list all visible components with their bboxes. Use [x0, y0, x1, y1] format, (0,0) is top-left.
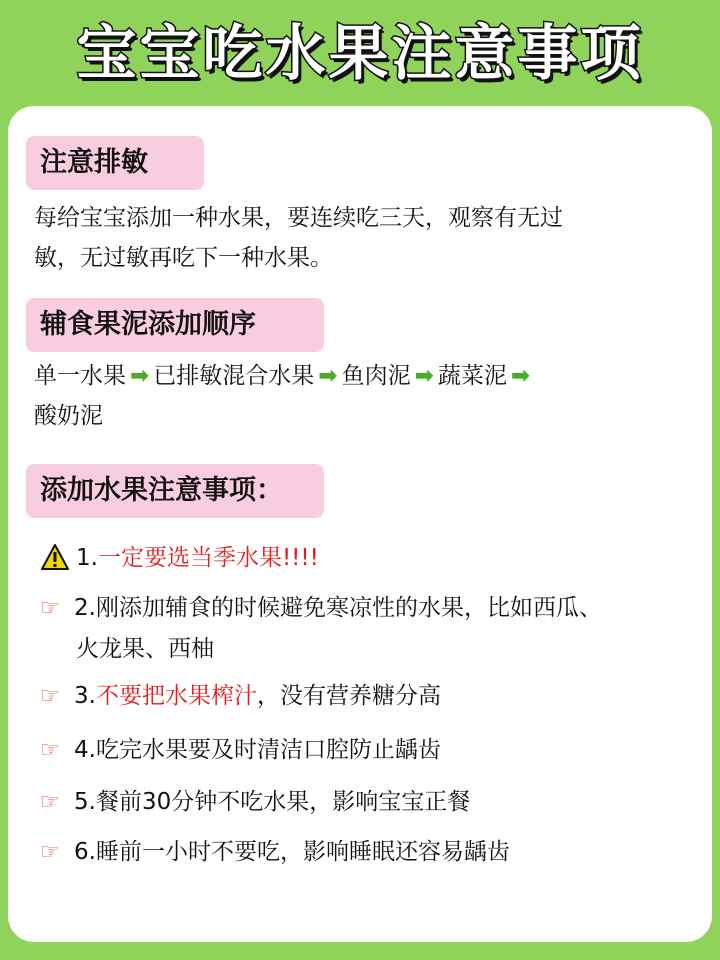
content-card [8, 106, 712, 942]
list-item: ☞ 5.餐前30分钟不吃水果，影响宝宝正餐 [40, 782, 470, 823]
list-item: 1.一定要选当季水果!!!! [40, 538, 319, 584]
pointing-hand-icon: ☞ [40, 840, 60, 865]
section-heading-notes: 添加水果注意事项： [26, 464, 324, 518]
arrow-right-icon: ➡ [414, 363, 434, 389]
pointing-hand-icon: ☞ [40, 596, 60, 621]
step-mixed-fruit: 已排敏混合水果 [153, 363, 315, 389]
pointing-hand-icon: ☞ [40, 684, 60, 709]
step-vegetable-puree: 蔬菜泥 [437, 363, 507, 389]
arrow-right-icon: ➡ [318, 363, 338, 389]
pointing-hand-icon: ☞ [40, 790, 60, 815]
arrow-right-icon: ➡ [130, 363, 150, 389]
puree-order-sequence [34, 356, 674, 436]
pointing-hand-icon: ☞ [40, 738, 60, 763]
allergy-text-line2: 敏，无过敏再吃下一种水果。 [34, 245, 333, 271]
step-yogurt-puree: 酸奶泥 [34, 403, 103, 429]
arrow-right-icon: ➡ [510, 363, 531, 389]
page-title: 宝宝吃水果注意事项 [76, 19, 644, 89]
list-item: ☞ 3.不要把水果榨汁，没有营养糖分高 [40, 676, 441, 717]
list-item: ☞ 2.刚添加辅食的时候避免寒凉性的水果，比如西瓜、 火龙果、西柚 [40, 588, 602, 669]
list-item: ☞ 6.睡前一小时不要吃，影响睡眠还容易龋齿 [40, 832, 510, 873]
step-single-fruit: 单一水果 [34, 363, 126, 389]
step-fish-puree: 鱼肉泥 [341, 363, 411, 389]
list-item: ☞ 4.吃完水果要及时清洁口腔防止龋齿 [40, 730, 441, 771]
section-heading-order: 辅食果泥添加顺序 [26, 298, 324, 352]
section-heading-allergy: 注意排敏 [26, 136, 204, 190]
allergy-text [34, 198, 563, 278]
allergy-text-line1: 每给宝宝添加一种水果，要连续吃三天，观察有无过 [34, 205, 563, 231]
warning-icon [40, 543, 76, 584]
